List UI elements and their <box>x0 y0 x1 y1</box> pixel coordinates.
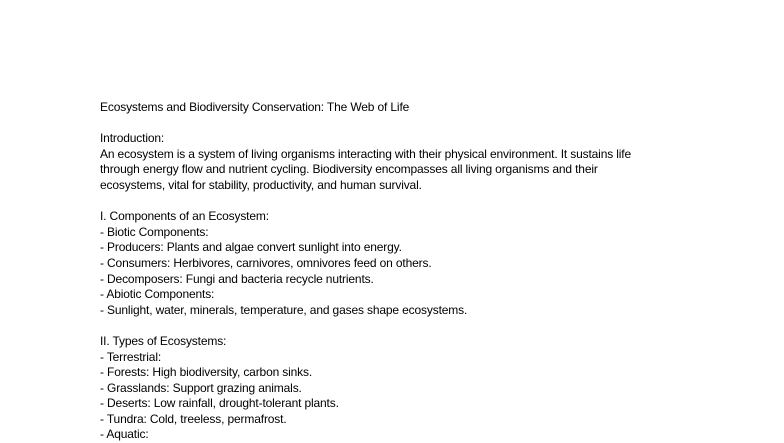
document-title: Ecosystems and Biodiversity Conservation: The Web of Life <box>100 100 410 114</box>
introduction-line: An ecosystem is a system of living organisms interacting with their physical environment. It sustains life <box>100 146 631 161</box>
section-heading-components: I. Components of an Ecosystem: <box>100 209 269 224</box>
list-item: - Aquatic: <box>100 427 149 442</box>
section-heading-types: II. Types of Ecosystems: <box>100 333 227 348</box>
list-item: - Terrestrial: <box>100 349 162 364</box>
list-item: - Forests: High biodiversity, carbon sinks. <box>100 365 313 380</box>
list-item: - Tundra: Cold, treeless, permafrost. <box>100 411 287 426</box>
introduction-line: ecosystems, vital for stability, productivity, and human survival. <box>100 177 422 192</box>
list-item: - Decomposers: Fungi and bacteria recycle nutrients. <box>100 271 374 286</box>
list-item: - Biotic Components: <box>100 224 209 239</box>
list-item: - Deserts: Low rainfall, drought-tolerant plants. <box>100 396 339 411</box>
list-item: - Abiotic Components: <box>100 287 215 302</box>
spacer <box>100 318 760 334</box>
list-item: - Grasslands: Support grazing animals. <box>100 380 302 395</box>
introduction-line: through energy flow and nutrient cycling. Biodiversity encompasses all living organisms and their <box>100 162 598 177</box>
introduction-heading: Introduction: <box>100 131 165 146</box>
list-item: - Producers: Plants and algae convert sunlight into energy. <box>100 240 402 255</box>
spacer <box>100 194 760 210</box>
list-item: - Consumers: Herbivores, carnivores, omnivores feed on others. <box>100 255 432 270</box>
spacer <box>100 116 760 132</box>
list-item: - Sunlight, water, minerals, temperature, and gases shape ecosystems. <box>100 302 468 317</box>
document-page <box>100 100 760 443</box>
